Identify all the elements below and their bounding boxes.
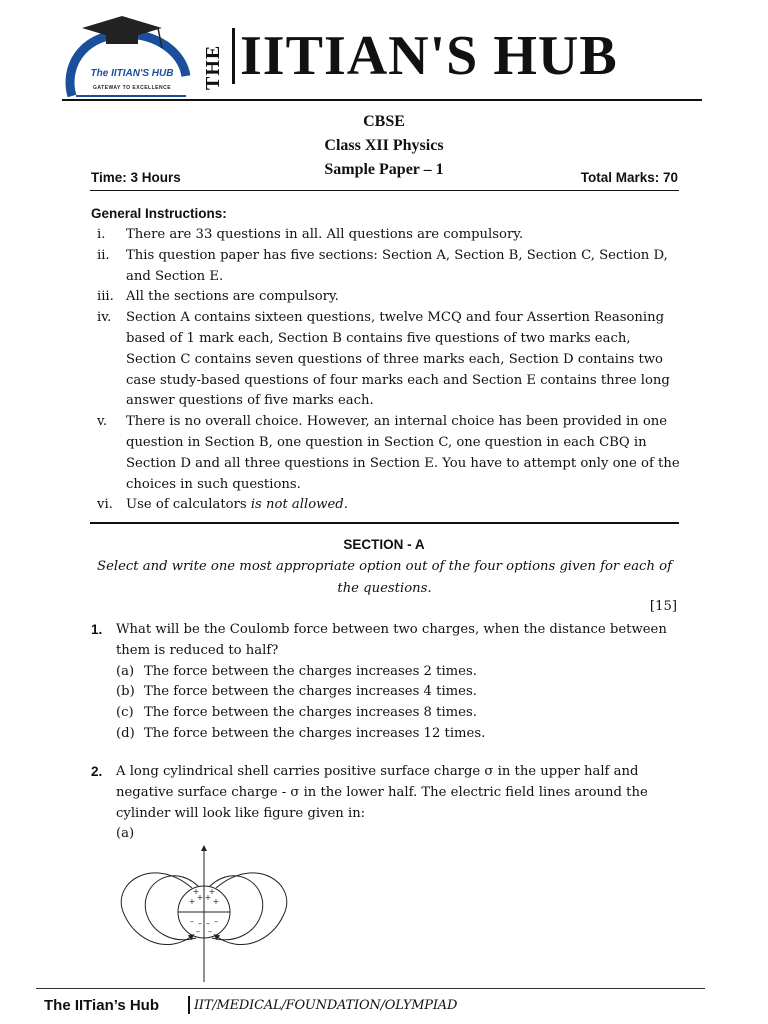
instruction-text: There is no overall choice. However, an internal choice has been provided in one question in Section B, one question in Section C, one question in each CBQ in Section D and all three questions in Section E. You have to attempt only one of the choices in such questions. [126,414,680,492]
instruction-text: This question paper has five sections: Section A, Section B, Section C, Section D, and Section E. [126,247,668,284]
meta-rule [90,190,679,191]
option [116,703,681,724]
option-label: (a) [116,663,135,679]
section-rule [90,522,679,524]
total-marks-label: Total Marks: 70 [580,170,678,185]
svg-text:–: – [206,919,210,928]
svg-text:–: – [190,917,194,926]
option [116,824,681,845]
instruction-item [91,287,681,308]
svg-text:–: – [198,919,202,928]
footer-brand: The IITian’s Hub [44,997,160,1014]
instruction-number: v. [97,414,108,430]
instruction-item [91,495,681,516]
instruction-item [91,225,681,246]
option-label: (a) [116,826,135,842]
instructions-title: General Instructions: [91,206,227,221]
option [116,724,681,745]
svg-text:–: – [214,917,218,926]
question-text: A long cylindrical shell carries positive surface charge σ in the upper half and negative surface charge - σ in the lower half. The electric field lines around the cylinder will look like figure given in: [116,764,648,821]
instruction-number: ii. [97,247,110,263]
paper-title: Sample Paper – 1 [324,161,444,178]
instruction-item [91,246,681,288]
option-text: The force between the charges increases 12 times. [144,725,486,741]
class-title: Class XII Physics [324,137,444,154]
option-label: (c) [116,705,134,721]
svg-text:+: + [208,887,216,896]
question [91,762,681,845]
brand-the-word: THE [202,44,224,90]
footer-divider [188,996,190,1014]
instruction-item [91,308,681,412]
instruction-number: vi. [97,497,113,513]
option-label: (b) [116,684,135,700]
instruction-number: i. [97,227,106,242]
question [91,620,681,745]
instruction-text: All the sections are compulsory. [126,289,339,305]
option-text: The force between the charges increases 2 times. [144,663,477,679]
section-title: SECTION - A [343,537,425,552]
instruction-text [126,495,681,516]
svg-text:+: + [188,897,196,906]
footer-rule [36,988,705,989]
section-instruction: Select and write one most appropriate option out of the four options given for each of the questions. [97,559,672,596]
instruction-item [91,412,681,495]
instruction-number: iii. [97,289,114,305]
brand-divider [232,28,235,84]
option-text: The force between the charges increases 8 times. [144,705,477,721]
question-number: 2. [91,764,103,779]
svg-text:–: – [208,927,212,936]
instruction-text-italic: is not allowed. [250,497,348,513]
board-title: CBSE [363,113,405,130]
section-marks: [15] [649,599,677,614]
field-lines-figure [112,844,302,984]
instruction-text: There are 33 questions in all. All questions are compulsory. [126,227,524,242]
instructions-list [91,225,681,516]
option-text: The force between the charges increases 4 times. [144,684,477,700]
brand-title: IITIAN'S HUB [240,25,618,87]
logo-tagline: GATEWAY TO EXCELLENCE [92,85,172,91]
question-number: 1. [91,622,103,637]
footer-tagline: IIT/MEDICAL/FOUNDATION/OLYMPIAD [194,998,458,1013]
svg-text:+: + [196,893,204,902]
header-rule [62,99,702,101]
option-label: (d) [116,725,135,741]
svg-text:+: + [192,887,200,896]
iitians-hub-logo [62,14,194,100]
logo-text: The IITIAN'S HUB [90,68,174,79]
question-text: What will be the Coulomb force between two charges, when the distance between them is reduced to half? [116,622,667,658]
time-label: Time: 3 Hours [91,170,181,185]
instruction-number: iv. [97,310,112,326]
instruction-text-plain: Use of calculators [126,497,251,513]
instruction-text: Section A contains sixteen questions, twelve MCQ and four Assertion Reasoning based of 1 mark each, Section B contains five questions of two marks each, Section C contains seven questions of three marks each, Section D contains two case study-based questions of four marks each and Section E contains three long answer questions of five marks each. [126,310,670,409]
option [116,662,681,683]
svg-text:+: + [204,893,212,902]
svg-text:+: + [212,897,220,906]
option [116,682,681,703]
svg-text:–: – [196,927,200,936]
